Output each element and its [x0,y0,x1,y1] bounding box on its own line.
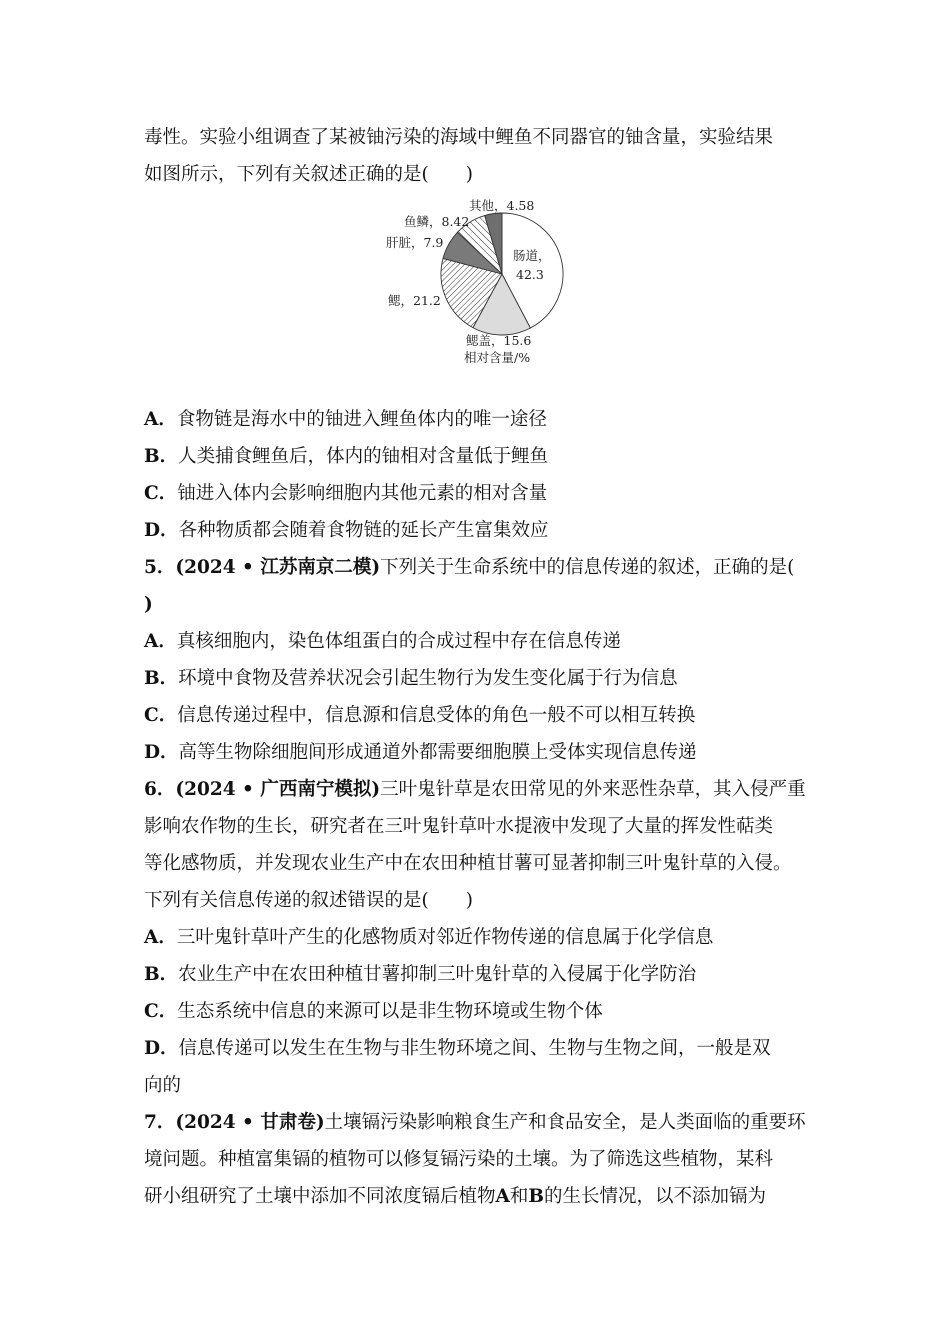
pie-label-intestine-name: 肠道， [513,248,551,263]
pie-label-scales: 鱼鳞，8.42 [404,214,470,229]
question-6-option-a[interactable]: A．三叶鬼针草叶产生的化感物质对邻近作物传递的信息属于化学信息 [144,927,714,948]
question-5-option-c[interactable]: C．信息传递过程中，信息源和信息受体的角色一般不可以相互转换 [144,705,696,726]
uranium-content-pie-chart [380,196,580,371]
question-6-stem-line-4: 下列有关信息传递的叙述错误的是( ) [144,890,473,911]
question-4-stem-line-1: 毒性。实验小组调查了某被铀污染的海域中鲤鱼不同器官的铀含量，实验结果 [144,127,774,148]
question-6-stem-line-2: 影响农作物的生长，研究者在三叶鬼针草叶水提液中发现了大量的挥发性萜类 [144,816,774,837]
pie-label-liver: 肝脏，7.9 [386,235,444,250]
question-7-stem-line-1: 7．(2024 • 甘肃卷)土壤镉污染影响粮食生产和食品安全，是人类面临的重要环 [144,1112,806,1133]
question-5-stem: 5．(2024 • 江苏南京二模)下列关于生命系统中的信息传递的叙述，正确的是( [144,557,795,578]
question-7-stem-line-2: 境问题。种植富集镉的植物可以修复镉污染的土壤。为了筛选这些植物，某科 [144,1149,774,1170]
question-5-option-a[interactable]: A．真核细胞内，染色体组蛋白的合成过程中存在信息传递 [144,631,621,652]
question-5-option-d[interactable]: D．高等生物除细胞间形成通道外都需要细胞膜上受体实现信息传递 [144,742,697,763]
question-6-option-c[interactable]: C．生态系统中信息的来源可以是非生物环境或生物个体 [144,1001,603,1022]
pie-label-gill: 鳃，21.2 [388,293,441,308]
question-6-option-d-cont: 向的 [144,1075,182,1096]
question-6-option-d[interactable]: D．信息传递可以发生在生物与非生物环境之间、生物与生物之间，一般是双 [144,1038,771,1059]
pie-label-gill-cover: 鳃盖，15.6 [466,333,532,348]
question-4-stem-line-2: 如图所示，下列有关叙述正确的是( ) [144,164,473,185]
question-7-stem-line-3: 研小组研究了土壤中添加不同浓度镉后植物A和B的生长情况，以不添加镉为 [144,1186,767,1207]
question-6-stem-line-1: 6．(2024 • 广西南宁模拟)三叶鬼针草是农田常见的外来恶性杂草，其入侵严重 [144,779,806,800]
question-4-option-a[interactable]: A．食物链是海水中的铀进入鲤鱼体内的唯一途径 [144,409,547,430]
pie-caption: 相对含量/% [464,350,531,365]
question-6-stem-line-3: 等化感物质，并发现农业生产中在农田种植甘薯可显著抑制三叶鬼针草的入侵。 [144,853,792,874]
question-6-option-b[interactable]: B．农业生产中在农田种植甘薯抑制三叶鬼针草的入侵属于化学防治 [144,964,697,985]
pie-label-intestine-value: 42.3 [516,267,544,282]
question-4-option-b[interactable]: B．人类捕食鲤鱼后，体内的铀相对含量低于鲤鱼 [144,446,549,467]
question-5-option-b[interactable]: B．环境中食物及营养状况会引起生物行为发生变化属于行为信息 [144,668,678,689]
question-5-stem-cont: ) [144,594,153,615]
question-4-option-d[interactable]: D．各种物质都会随着食物链的延长产生富集效应 [144,520,549,541]
pie-chart-svg [380,196,580,371]
pie-label-other: 其他，4.58 [469,198,535,213]
question-4-option-c[interactable]: C．铀进入体内会影响细胞内其他元素的相对含量 [144,483,548,504]
